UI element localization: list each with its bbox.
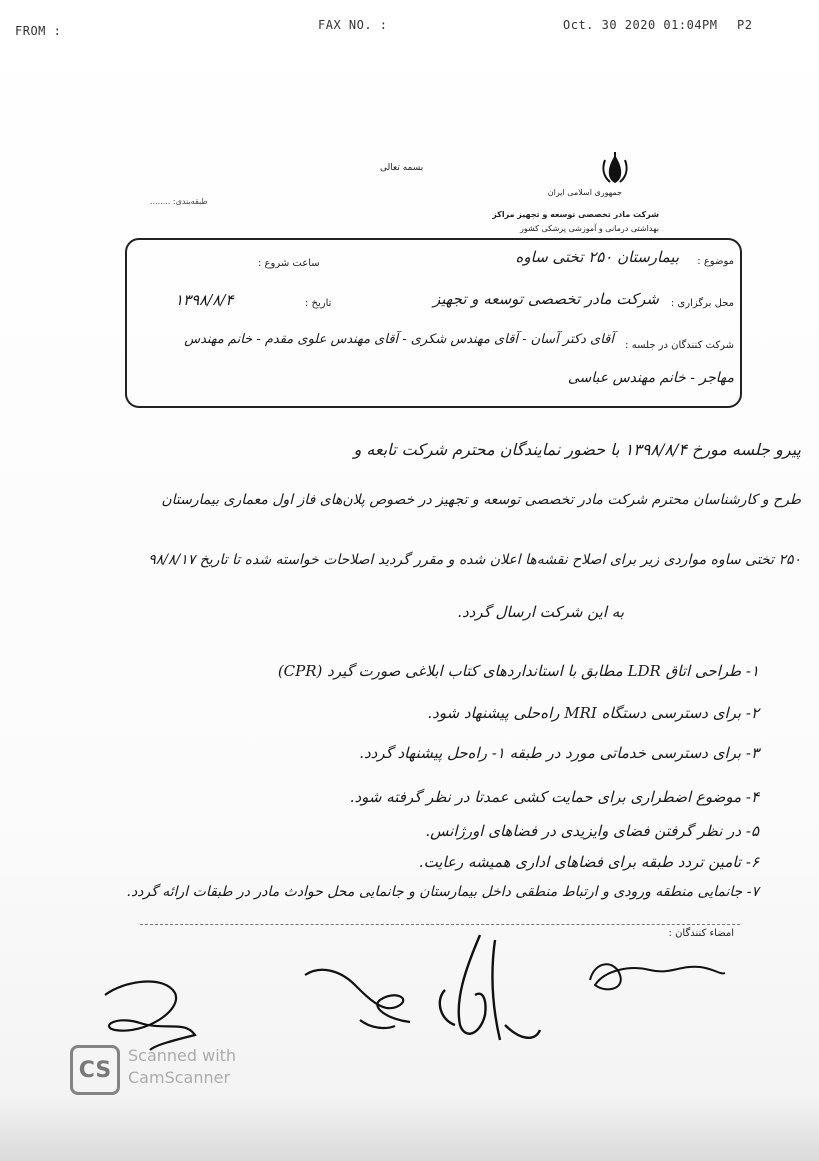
watermark-line-1: Scanned with [128,1046,237,1065]
list-item-1: ۱- طراحی اتاق LDR مطابق با استانداردهای کتاب ابلاغی صورت گیرد (CPR) [277,662,759,680]
start-time-label: ساعت شروع : [258,258,320,269]
list-item-2: ۲- برای دسترسی دستگاه MRI راه‌حلی پیشنهاد شود. [427,704,759,722]
body-line-2: طرح و کارشناسان محترم شرکت مادر تخصصی توسعه و تجهیز در خصوص پلان‌های فاز اول معماری بیمارستان [161,492,801,508]
participants-line-1: آقای دکتر آسان - آقای مهندس شکری - آقای مهندس علوی مقدم - خانم مهندس [184,332,614,347]
scan-shadow [0,1095,819,1161]
signature-4 [580,945,730,1005]
camscanner-watermark [128,1045,236,1089]
list-item-4: ۴- موضوع اضطراری برای حمایت کشی عمدتا در نظر گرفته شود. [349,788,759,806]
participants-label: شرکت کنندگان در جلسه : [625,340,734,351]
signature-2 [300,960,420,1040]
participants-line-2: مهاجر - خانم مهندس عباسی [567,370,734,386]
subject-label: موضوع : [697,256,734,267]
body-line-1: پیرو جلسه مورخ ۱۳۹۸/۸/۴ با حضور نمایندگان محترم شرکت تابعه و [353,440,801,459]
camscanner-logo: CS [70,1045,120,1095]
letterhead-company-sub: بهداشتی درمانی و آموزشی پزشکی کشور [520,224,659,233]
signature-1 [95,975,205,1055]
letterhead-company: شرکت مادر تخصصی توسعه و تجهیز مراکز [492,210,659,219]
signatories-label: امضاء کنندگان : [668,928,734,939]
fax-number-label: FAX NO. : [318,18,388,32]
signature-3 [425,930,545,1060]
classification-note: طبقه‌بندی: ........ [150,197,208,206]
list-item-3: ۳- برای دسترسی خدماتی مورد در طبقه ۱- راه‌حل پیشنهاد گردد. [359,744,759,762]
list-item-6: ۶- تامین تردد طبقه برای فضاهای اداری همیشه رعایت. [418,853,759,871]
bismillah-text: بسمه تعالی [380,163,424,173]
fax-from-label: FROM : [15,24,62,38]
venue-value: شرکت مادر تخصصی توسعه و تجهیز [432,290,659,308]
venue-label: محل برگزاری : [670,298,734,309]
list-item-7: ۷- جانمایی منطقه ورودی و ارتباط منطقی داخل بیمارستان و جانمایی محل حوادث مادر در طبقات ارائه گردد. [126,884,759,900]
signature-divider [140,924,740,925]
watermark-line-2: CamScanner [128,1068,231,1087]
subject-value: بیمارستان ۲۵۰ تختی ساوه [515,248,679,266]
letterhead-country: جمهوری اسلامی ایران [547,188,622,197]
fax-datetime: Oct. 30 2020 01:04PM [563,18,718,32]
date-value: ۱۳۹۸/۸/۴ [175,291,234,309]
fax-page-number: P2 [737,18,753,32]
body-line-3: ۲۵۰ تختی ساوه مواردی زیر برای اصلاح نقشه‌ها اعلان شده و مقرر گردید اصلاحات خواسته شده تا تاریخ ۹۸/۸/۱۷ [148,552,801,568]
body-line-4: به این شرکت ارسال گردد. [457,603,624,621]
date-label: تاریخ : [305,298,332,309]
emblem-icon [600,152,630,186]
list-item-5: ۵- در نظر گرفتن فضای وایزیدی در فضاهای اورژانس. [425,822,759,840]
